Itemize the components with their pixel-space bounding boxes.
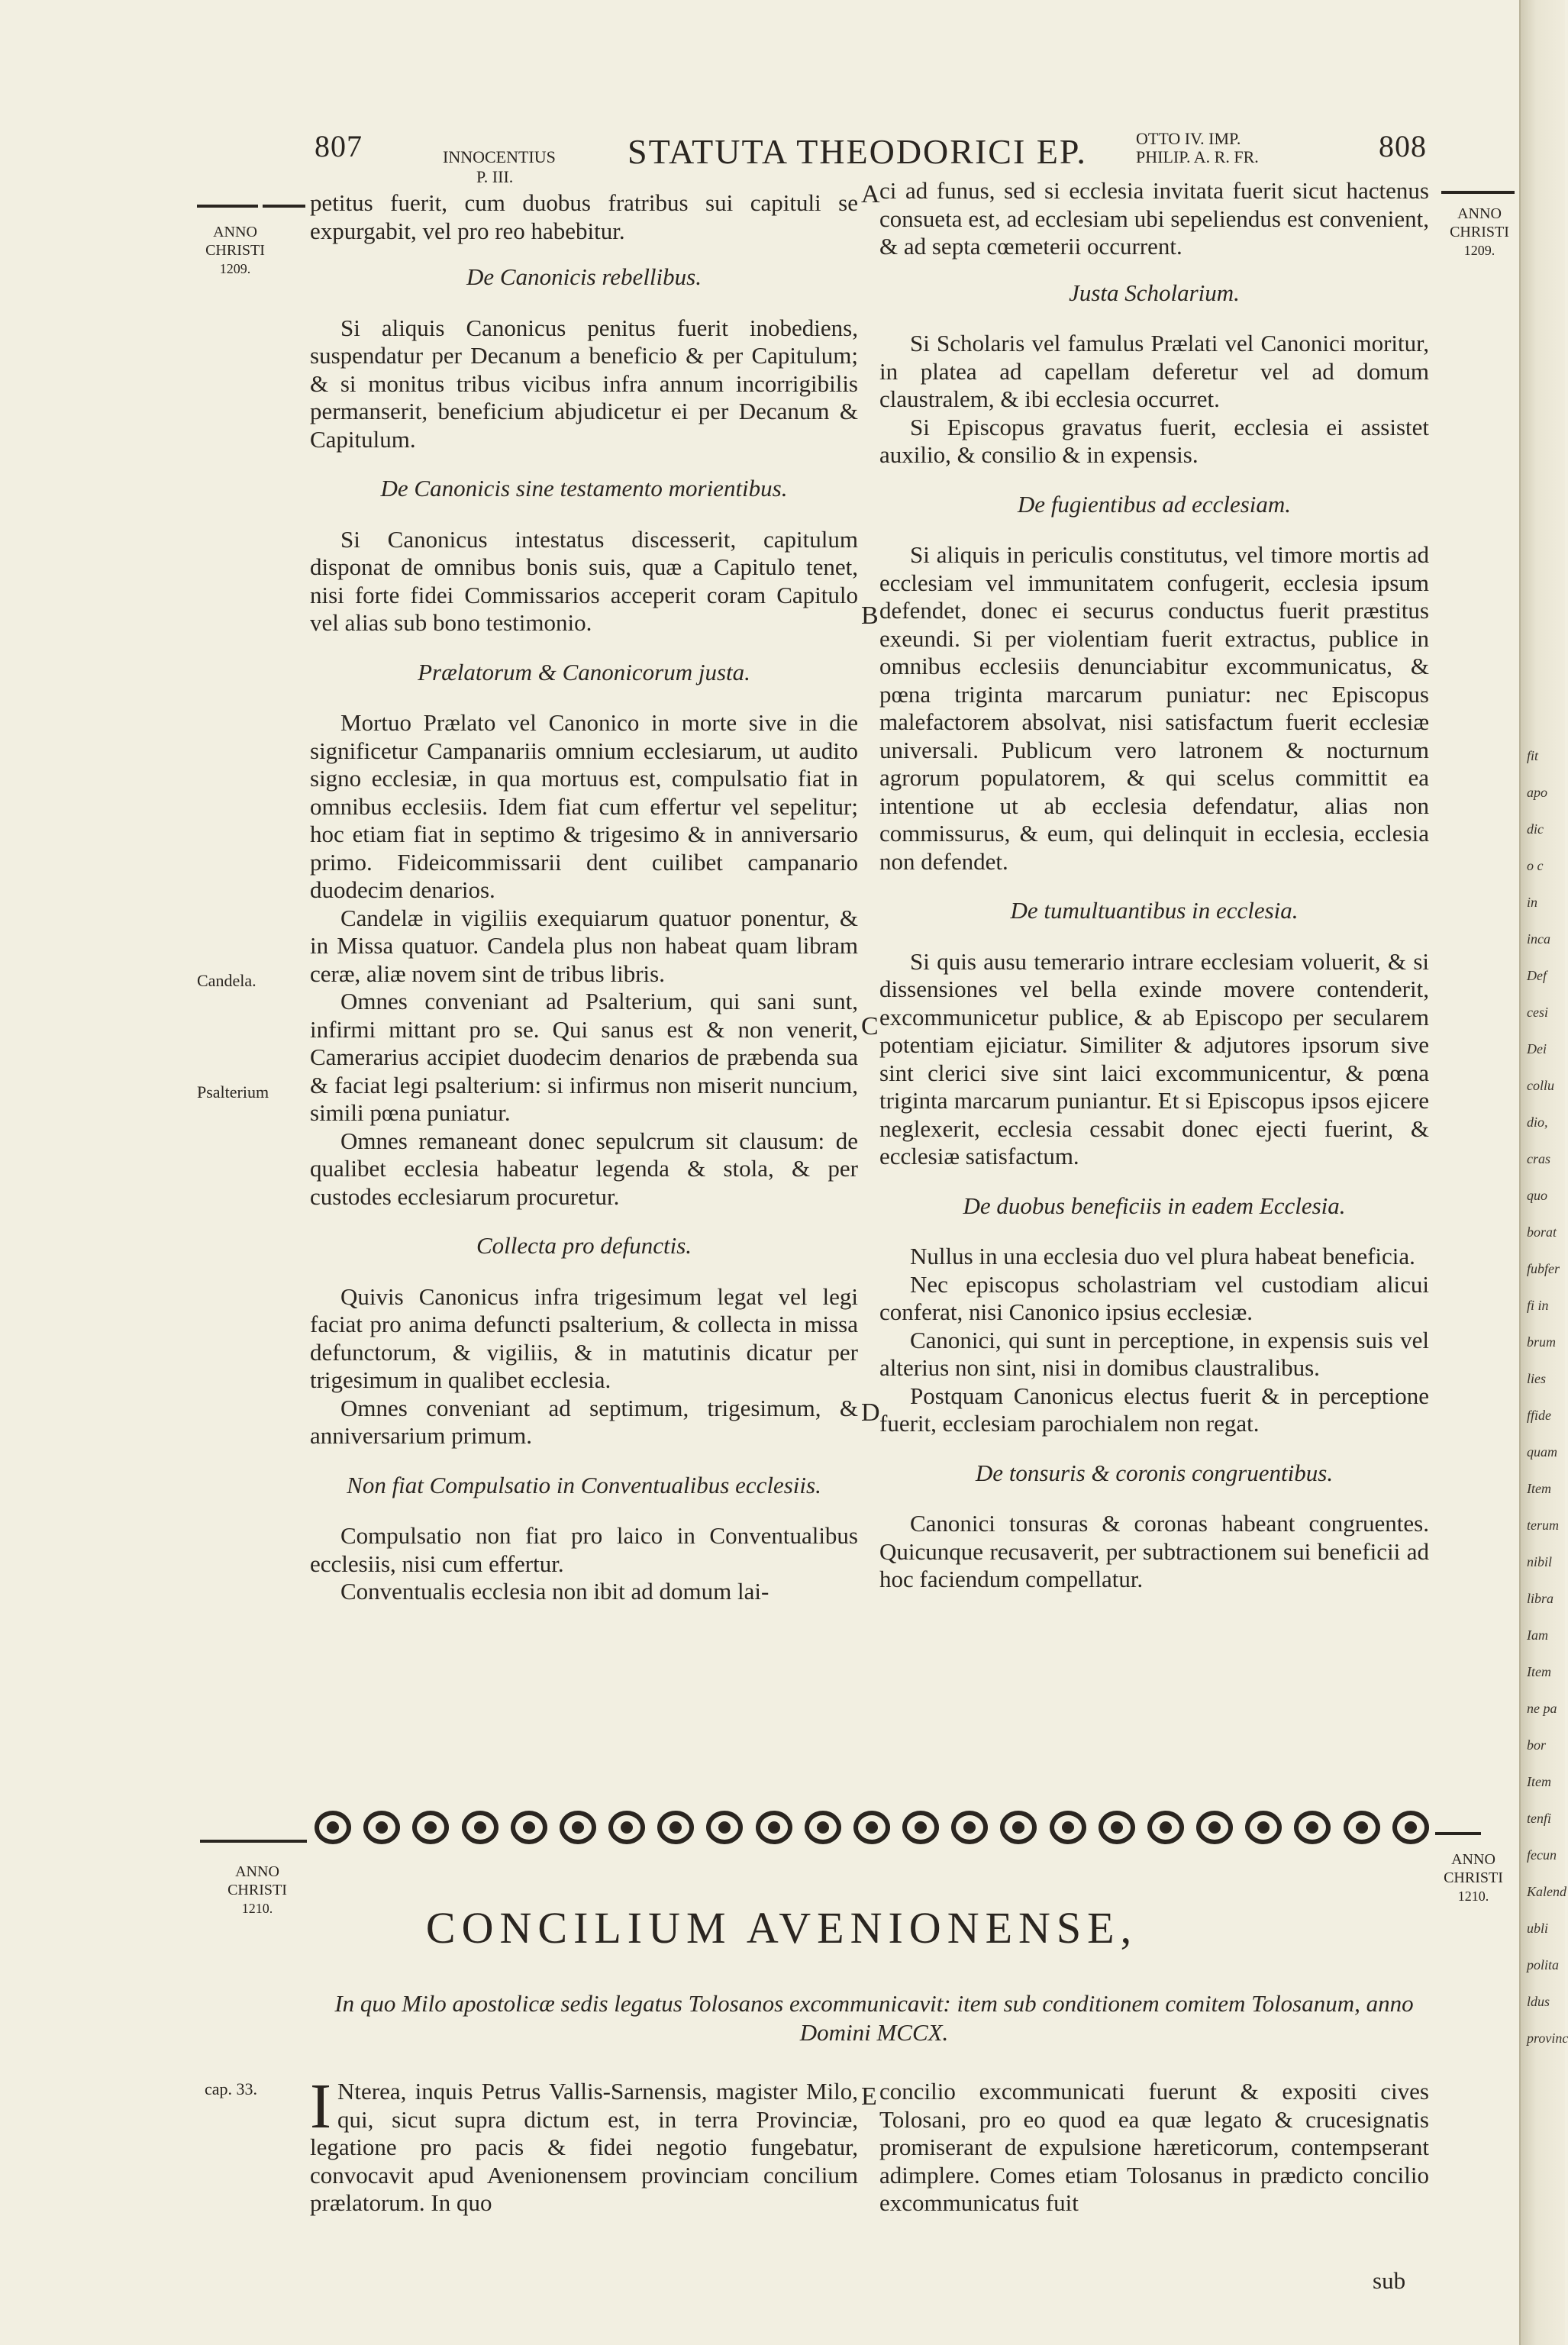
ornament-band bbox=[315, 1811, 1429, 1844]
next-page-fragment: cras bbox=[1527, 1151, 1550, 1166]
right-heading-tonsuris: De tonsuris & coronis congruentibus. bbox=[975, 1459, 1334, 1486]
next-page-fragment: in bbox=[1527, 895, 1538, 910]
margin-dash-right bbox=[1441, 191, 1515, 194]
next-page-fragment: terum bbox=[1527, 1518, 1559, 1533]
header-pope-number: P. III. bbox=[476, 167, 514, 186]
next-page-fragment: Iam bbox=[1527, 1627, 1548, 1643]
header-emperor: OTTO IV. IMP. bbox=[1136, 129, 1241, 148]
next-page-fragment: Item bbox=[1527, 1481, 1551, 1496]
left-paragraph-rebellibus: Si aliquis Canonicus penitus fuerit inobediens, suspendatur per Decanum a beneficio & per Capitulum; & si monitus tribus vicibus infra annum incorrigibilis permanserit, beneficium abjudicetur ei per Decanum & Capitulum. bbox=[310, 314, 858, 453]
margin-dash-left-b bbox=[263, 205, 305, 208]
right-paragraph-perceptione: Canonici, qui sunt in perceptione, in expensis suis vel alterius non sint, nisi in domibus claustralibus. bbox=[879, 1326, 1429, 1381]
anno-christi-right-top: ANNO CHRISTI 1209. bbox=[1450, 205, 1509, 258]
next-page-fragment: Kalend bbox=[1527, 1884, 1566, 1899]
next-page-fragment: ffide bbox=[1527, 1408, 1551, 1423]
right-paragraph-scholaris: Si Scholaris vel famulus Prælati vel Canonici moritur, in platea ad capellam deferetur vel ad domum claustralem, & ibi ecclesia occurret. bbox=[879, 330, 1429, 412]
next-page-fragment: provinc bbox=[1527, 2031, 1568, 2046]
bottom-right-column bbox=[879, 2078, 1429, 2218]
left-paragraph-intestatus: Si Canonicus intestatus discesserit, capitulum disponat de omnibus bonis suis, quæ a Capitulo tenet, nisi forte fidei Commissarios acceperit coram Capitulo vel alias sub bono testimonio. bbox=[310, 525, 858, 636]
right-heading-fugientibus: De fugientibus ad ecclesiam. bbox=[1017, 490, 1292, 518]
left-paragraph-continued: petitus fuerit, cum duobus fratribus sui capituli se expurgabit, vel pro reo habebitur. bbox=[310, 189, 858, 244]
next-page-fragment: bor bbox=[1527, 1737, 1547, 1753]
header-pope: INNOCENTIUS bbox=[443, 147, 556, 166]
left-paragraph-anniversarium: Omnes conveniant ad septimum, trigesimum, & anniversarium primum. bbox=[310, 1394, 858, 1449]
left-heading-rebellibus: De Canonicis rebellibus. bbox=[466, 263, 702, 290]
next-page-fragment: fubfer bbox=[1527, 1261, 1560, 1276]
page-number-right: 808 bbox=[1379, 129, 1427, 163]
bottom-left-paragraph: Nterea, inquis Petrus Vallis-Sarnensis, magister Milo, qui, sicut supra dictum est, in terra Provinciæ, legatione pro pacis & fidei negotio fungebatur, convocavit apud Avenionensem provinciam concilium prælatorum. In quo bbox=[310, 2078, 858, 2216]
header-title: STATUTA THEODORICI EP. bbox=[628, 132, 1087, 171]
left-paragraph-sepulcrum: Omnes remaneant donec sepulcrum sit clausum: de qualibet ecclesia habeatur legenda & stola, & per custodes ecclesiarum procuretur. bbox=[310, 1127, 858, 1210]
next-page-fragment: Dei bbox=[1527, 1041, 1547, 1056]
left-paragraph-candelae: Candelæ in vigiliis exequiarum quatuor ponentur, & in Missa quatuor. Candela plus non habeat quam libram ceræ, aliæ novem sint de tribus libris. bbox=[310, 904, 858, 987]
left-heading-justa: Prælatorum & Canonicorum justa. bbox=[418, 658, 750, 685]
left-paragraph-mortuo: Mortuo Prælato vel Canonico in morte sive in die significetur Campanariis omnium ecclesiarum, ut audito signo ecclesiæ, in qua mortuus est, compulsatio fiat in omnibus ecclesiis. Idem fiat cum effertur vel sepelitur; hoc etiam fiat in septimo & trigesimo & in anniversario primo. Fideicommissarii dent cuilibet campanario duodecim denarios. bbox=[310, 709, 858, 903]
side-letter-c: C bbox=[861, 1012, 879, 1040]
left-paragraph-trigesimum: Quivis Canonicus infra trigesimum legat vel legi faciat pro anima defuncti psalterium, & collecta in missa defunctorum, & vigiliis, & in matutinis dicatur per trigesimum in qualibet ecclesia. bbox=[310, 1282, 858, 1393]
bottom-left-column bbox=[310, 2071, 858, 2218]
next-page-fragment: Item bbox=[1527, 1664, 1551, 1679]
margin-note-candela: Candela. bbox=[197, 971, 256, 990]
anno-christi-right-bottom: ANNO CHRISTI 1210. bbox=[1444, 1851, 1503, 1904]
right-paragraph-tonsuras: Canonici tonsuras & coronas habeant congruentes. Quicunque recusaverit, per subtractionem sui beneficii ad hoc faciendum compellatur. bbox=[879, 1510, 1429, 1592]
left-heading-collecta: Collecta pro defunctis. bbox=[476, 1232, 692, 1259]
next-page-fragment: Item bbox=[1527, 1774, 1551, 1789]
next-page-fragment: brum bbox=[1527, 1334, 1557, 1350]
next-page-fragment: libra bbox=[1527, 1591, 1554, 1606]
left-heading-compulsatio: Non fiat Compulsatio in Conventualibus ecclesiis. bbox=[347, 1471, 821, 1498]
next-page-fragment: nibil bbox=[1527, 1554, 1553, 1569]
next-page-fragment: collu bbox=[1527, 1078, 1554, 1093]
bottom-right-paragraph: concilio excommunicati fuerunt & expositi cives Tolosani, pro eo quod ea quæ legato & crucesignatis promiserant de expulsione hæreticorum, contempserant adimplere. Comes etiam Tolosanus in prædicto concilio excommunicatus fuit bbox=[879, 2078, 1429, 2216]
next-page-fragment: fi in bbox=[1527, 1298, 1549, 1313]
next-page-fragment: fecun bbox=[1527, 1847, 1557, 1863]
next-page-fragment: o c bbox=[1527, 858, 1544, 873]
catchword: sub bbox=[1373, 2267, 1406, 2294]
next-page-fragment: ubli bbox=[1527, 1921, 1549, 1936]
left-paragraph-conventualis: Conventualis ecclesia non ibit ad domum lai- bbox=[340, 1578, 769, 1605]
right-paragraph-temerario: Si quis ausu temerario intrare ecclesiam voluerit, & si dissensiones vel bella exinde movere contenderit, excommunicetur publice, & ab Episcopo per secularem potentiam ejiciatur. Similiter & adjutores ipsorum sive sint clerici sive sint laici excommunicentur, & pœna triginta marcarum puniantur. Et si Episcopus ipsos ejicere neglexerit, ecclesia cessabit donec ejecti fuerint, & ecclesiæ satisfactum. bbox=[879, 947, 1429, 1169]
side-letter-e: E bbox=[861, 2082, 877, 2111]
header-king: PHILIP. A. R. FR. bbox=[1136, 147, 1259, 166]
next-page-fragment: quo bbox=[1527, 1188, 1547, 1203]
side-letter-d: D bbox=[861, 1398, 880, 1427]
left-column bbox=[310, 189, 858, 1606]
next-page-fragment: Def bbox=[1527, 968, 1547, 983]
anno-christi-left-bottom: ANNO CHRISTI 1210. bbox=[227, 1863, 287, 1916]
side-letter-b: B bbox=[861, 602, 879, 630]
ornament-dash-left bbox=[200, 1840, 307, 1843]
right-heading-scholarium: Justa Scholarium. bbox=[1069, 279, 1240, 306]
right-column bbox=[879, 177, 1429, 1594]
side-letter-a: A bbox=[861, 180, 880, 208]
left-heading-sine-testamento: De Canonicis sine testamento morientibus. bbox=[380, 475, 788, 502]
next-page-fragment: tenfi bbox=[1527, 1811, 1551, 1826]
next-page-fragment: ldus bbox=[1527, 1994, 1550, 2009]
ornament-dash-right bbox=[1435, 1832, 1481, 1835]
next-page-fragment: polita bbox=[1527, 1957, 1560, 1972]
right-paragraph-continued: ci ad funus, sed si ecclesia invitata fuerit sicut hactenus consueta est, ad ecclesiam ubi sepeliendus est convenient, & ad septa cœmeterii occurrent. bbox=[879, 177, 1429, 260]
right-paragraph-periculis: Si aliquis in periculis constitutus, vel timore mortis ad ecclesiam vel immunitatem confugerit, ecclesia ipsum defendet, donec ei securus conductus fuerit præstitus exeundi. Si per violentiam fuerit extractus, publice in omnibus ecclesiis denunciabitur excommunicatus, & pœna triginta marcarum puniatur: nec Episcopus malefactorem absolvat, nisi satisfactum fuerit ecclesiæ universali. Publicum vero latronem & nocturnum agrorum populatorem, & qui scelus committit ea intentione ut ab ecclesia defendatur, alias non commissurus, & eum, qui delinquit in ecclesia, ecclesia non defendet. bbox=[879, 541, 1429, 875]
next-page-fragment: apo bbox=[1527, 785, 1547, 800]
drop-cap: I bbox=[310, 2071, 331, 2142]
next-page-fragment: dic bbox=[1527, 821, 1544, 837]
right-paragraph-electus: Postquam Canonicus electus fuerit & in perceptione fuerit, ecclesiam parochialem non regat. bbox=[879, 1382, 1429, 1437]
margin-dash-left bbox=[197, 205, 258, 208]
concilium-title: CONCILIUM AVENIONENSE, bbox=[425, 1903, 1138, 1953]
right-paragraph-episcopus: Si Episcopus gravatus fuerit, ecclesia ei assistet auxilio, & consilio & in expensis. bbox=[879, 413, 1429, 468]
next-page-fragment: dio, bbox=[1527, 1114, 1548, 1130]
anno-christi-left-top: ANNO CHRISTI 1209. bbox=[205, 224, 265, 276]
next-page-fragment: fit bbox=[1527, 748, 1539, 763]
right-paragraph-nullus: Nullus in una ecclesia duo vel plura habeat beneficia. bbox=[910, 1243, 1415, 1269]
margin-note-cap: cap. 33. bbox=[205, 2079, 258, 2098]
next-page-fragment: inca bbox=[1527, 931, 1550, 947]
left-paragraph-compulsatio: Compulsatio non fiat pro laico in Conventualibus ecclesiis, nisi cum effertur. bbox=[310, 1522, 858, 1577]
next-page-fragment: quam bbox=[1527, 1444, 1557, 1460]
right-paragraph-scholastriam: Nec episcopus scholastriam vel custodiam alicui conferat, nisi Canonico ipsius ecclesiæ. bbox=[879, 1270, 1429, 1325]
left-paragraph-psalterium: Omnes conveniant ad Psalterium, qui sani sunt, infirmi mittant pro se. Qui sanus est & non venerit, Camerarius accipiet duodecim denarios de præbenda sua & faciat legi psalterium: si infirmus non miserit nuncium, simili pœna puniatur. bbox=[310, 988, 858, 1126]
next-page-fragment: lies bbox=[1527, 1371, 1546, 1386]
right-heading-duobus-beneficiis: De duobus beneficiis in eadem Ecclesia. bbox=[963, 1192, 1346, 1219]
next-page-fragment: borat bbox=[1527, 1224, 1557, 1240]
concilium-subtitle: In quo Milo apostolicæ sedis legatus Tolosanos excommunicavit: item sub conditionem comitem Tolosanum, anno Domini MCCX. bbox=[334, 1990, 1414, 2046]
page-number-left: 807 bbox=[315, 129, 363, 163]
next-page-fragment: cesi bbox=[1527, 1005, 1548, 1020]
next-page-fragment: ne pa bbox=[1527, 1701, 1557, 1716]
margin-note-psalterium: Psalterium bbox=[197, 1082, 269, 1102]
right-heading-tumultuantibus: De tumultuantibus in ecclesia. bbox=[1010, 897, 1299, 924]
